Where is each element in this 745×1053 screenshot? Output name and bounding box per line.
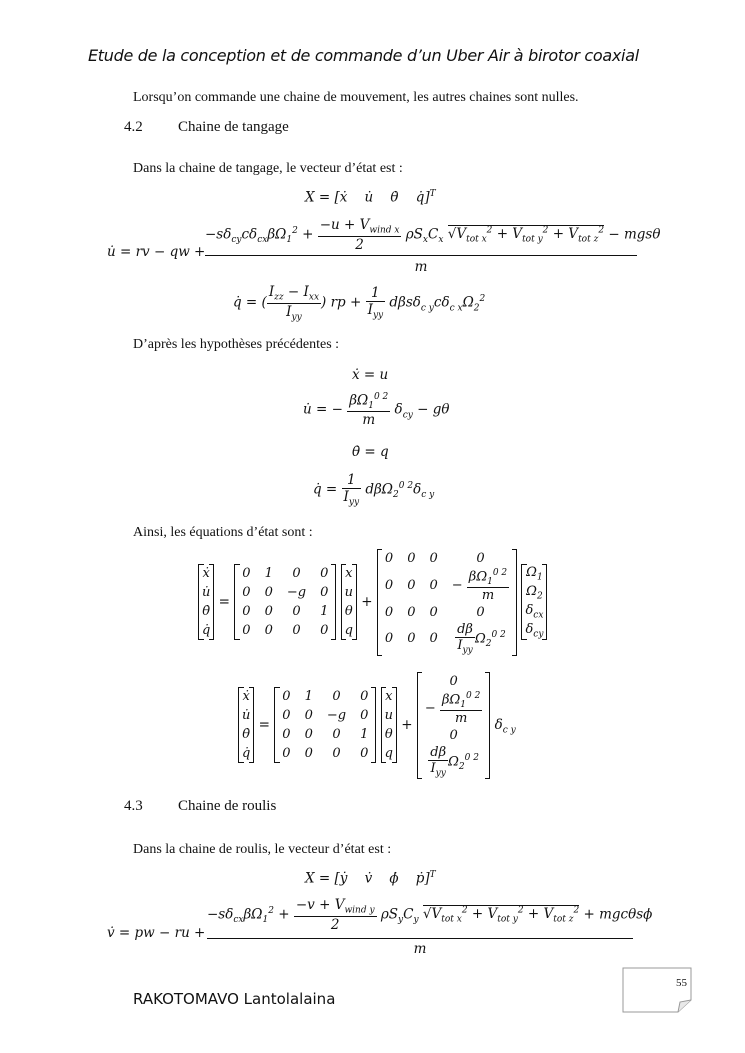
intro-line: Lorsqu’on commande une chaine de mouvement, les autres chaines sont nulles. (133, 90, 579, 105)
roll-state-intro: Dans la chaine de roulis, le vecteur d’état est : (133, 842, 392, 857)
running-header: Etude de la conception et de commande d’un Uber Air à birotor coaxial (88, 46, 639, 65)
pitch-state-intro: Dans la chaine de tangage, le vecteur d’état est : (133, 161, 403, 176)
q-dot-equation: q̇ = ( $\frac{I_{zz} - I_{xx}}{I_{yy}}$ ) rp + $\frac{1}{I_{yy}}$ $d\beta s\delta_{c y}c\delta_{c x}\Omega_2^2$ (233, 284, 486, 323)
state-eq-intro: Ainsi, les équations d’état sont : (133, 525, 313, 540)
u-dot-equation: u̇ = rv − qw + $-s\delta_{cy}c\delta_{cx}\beta\Omega_1^2$ + $\frac{-u + V_{wind x}}{2}$ $\rho S_xC_x$ $√V_{tot x}^2 + V_{tot y}^2 + V_{tot z}^2 - mgs\theta$ m (107, 217, 661, 275)
state-vector-pitch: X = [ẋ u̇ θ̇ q̇]$^T$ (305, 189, 436, 206)
section-4-2-number: 4.2 (124, 119, 143, 135)
section-4-2-title: Chaine de tangage (178, 119, 289, 135)
state-space-full: ẋ u̇ θ̇ q̇ = 0 1 0 0 0 0 −g 0 0 0 0 1 0 0 0 0 x u θ q + 0 0 0 0 0 0 0 − $\frac{\beta\Omega_1^{0 2}}{m}$ 0 0 0 0 0 0 0 $\frac{d\beta}{I_{yy}}$ $\Omega_2^{0 2}$ $\Omega_1$ $\Omega_2$ $\delta_{cx}$ $\delta_{cy}$ (198, 549, 547, 656)
page-corner-decoration (622, 967, 692, 1013)
q-dot-simplified: q̇ = $\frac{1}{I_{yy}}$ $d\beta\Omega_2^{0 2}\delta_{c y}$ (313, 472, 435, 508)
footer-author: RAKOTOMAVO Lantolalaina (133, 990, 336, 1008)
theta-dot-simplified: θ̇ = q (352, 444, 389, 460)
state-space-reduced: ẋ u̇ θ̇ q̇ = 0 1 0 0 0 0 −g 0 0 0 0 1 0 0 0 0 x u θ q + 0 − $\frac{\beta\Omega_1^{0 2}}{m}$ 0 $\frac{d\beta}{I_{yy}}$ $\Omega_2^{0 2}$ $\delta_{c y}$ (238, 672, 516, 779)
section-4-3-title: Chaine de roulis (178, 798, 277, 814)
v-dot-equation: v̇ = pw − ru + $-s\delta_{cx}\beta\Omega_1^2$ + $\frac{-v + V_{wind y}}{2}$ $\rho S_yC_y$ $√V_{tot x}^2 + V_{tot y}^2 + V_{tot z}^2 + mgc\theta s\phi$ m (107, 897, 653, 957)
section-4-3-number: 4.3 (124, 798, 143, 814)
x-dot-simplified: ẋ = u (352, 367, 389, 383)
u-dot-simplified: u̇ = − $\frac{\beta\Omega_1^{0 2}}{m}$ $\delta_{cy} - g\theta$ (303, 392, 450, 429)
hypotheses-line: D’après les hypothèses précédentes : (133, 337, 340, 352)
state-vector-roll: X = [ẏ v̇ ϕ̇ ṗ]$^T$ (305, 870, 436, 887)
page-number: 55 (676, 977, 687, 989)
